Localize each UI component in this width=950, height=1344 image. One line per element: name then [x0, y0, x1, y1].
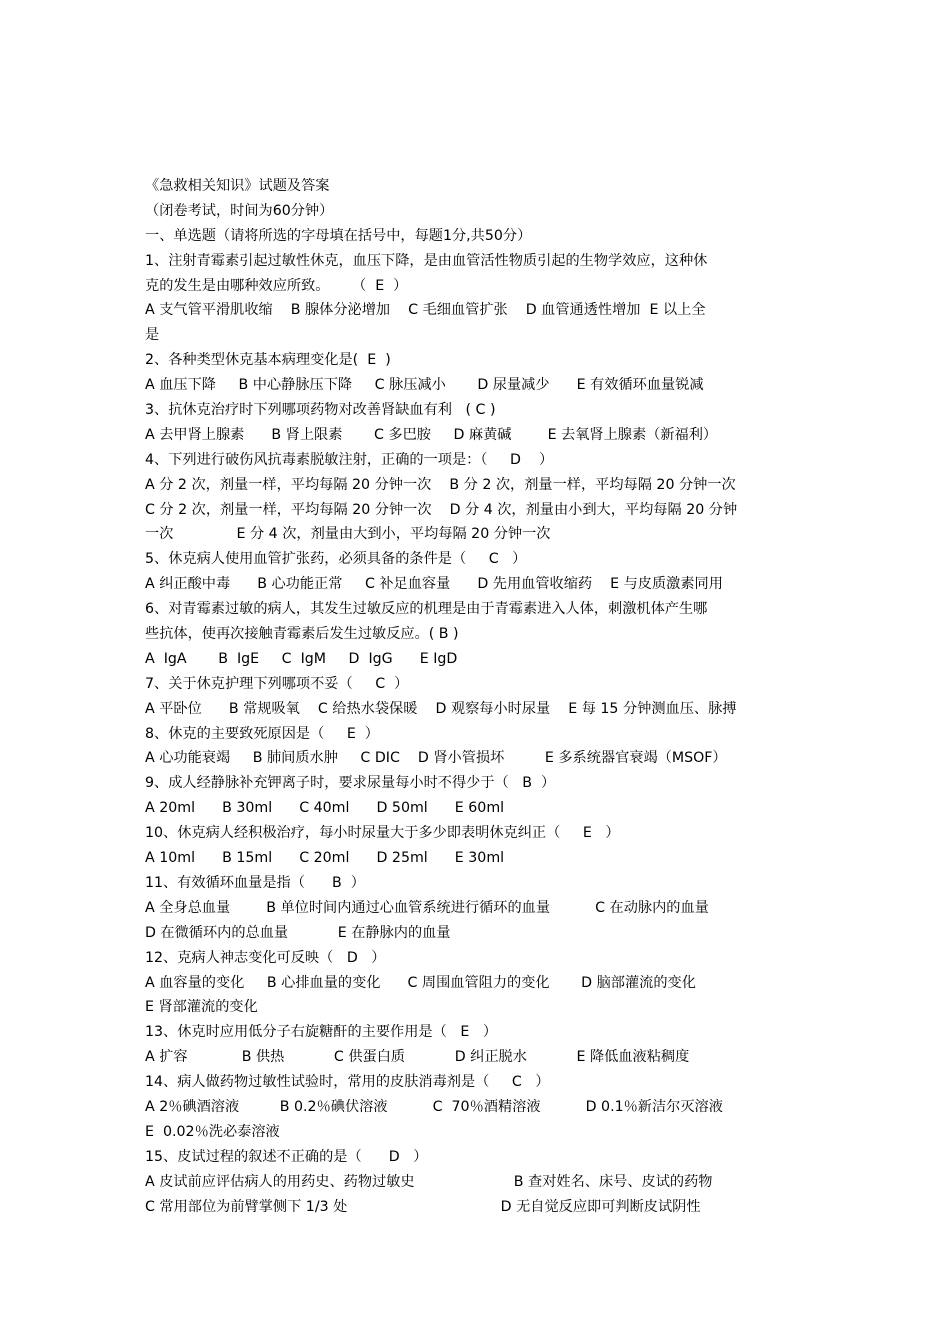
document-title: 《急救相关知识》试题及答案 [145, 178, 330, 194]
text-line: 13、休克时应用低分子右旋糖酐的主要作用是（ E ） [145, 1024, 498, 1041]
text-line: A 扩容 B 供热 C 供蛋白质 D 纠正脱水 E 降低血液粘稠度 [145, 1049, 690, 1066]
text-line: A 2％碘酒溶液 B 0.2％碘伏溶液 C 70％酒精溶液 D 0.1％新洁尔灭溶液 [145, 1098, 723, 1115]
text-line: 14、病人做药物过敏性试验时，常用的皮肤消毒剂是（ C ） [145, 1074, 550, 1091]
text-line: A 20ml B 30ml C 40ml D 50ml E 60ml [145, 800, 505, 817]
text-line: 12、克病人神志变化可反映（ D ） [145, 949, 386, 966]
section-heading: 一、单选题（请将所选的字母填在括号中，每题1分,共50分） [145, 227, 532, 244]
text-line: A 血压下降 B 中心静脉压下降 C 脉压减小 D 尿量减少 E 有效循环血量锐减 [145, 377, 704, 394]
text-line: 克的发生是由哪种效应所致。 （ E ） [145, 277, 408, 294]
question-list [145, 249, 815, 1220]
text-line: 1、注射青霉素引起过敏性休克，血压下降，是由血管活性物质引起的生物学效应，这种休 [145, 252, 708, 269]
text-line: A 去甲肾上腺素 B 肾上限素 C 多巴胺 D 麻黄碱 E 去氧肾上腺素（新福利） [145, 426, 718, 443]
text-line: 9、成人经静脉补充钾离子时，要求尿量每小时不得少于（ B ） [145, 775, 556, 792]
document-subtitle: （闭卷考试，时间为60分钟） [145, 202, 334, 219]
text-line: 些抗体，使再次接触青霉素后发生过敏反应。( B ) [145, 626, 459, 643]
text-line: 一次 E 分 4 次，剂量由大到小，平均每隔 20 分钟一次 [145, 526, 551, 543]
text-line: 4、下列进行破伤风抗毒素脱敏注射，正确的一项是：（ D ） [145, 451, 554, 468]
text-line: 8、休克的主要致死原因是（ E ） [145, 725, 379, 742]
document-body [145, 174, 815, 1219]
text-line: A 分 2 次，剂量一样，平均每隔 20 分钟一次 B 分 2 次，剂量一样，平均每隔 20 分钟一次 [145, 476, 736, 493]
text-line: C 常用部位为前臂掌侧下 1/3 处 D 无自觉反应即可判断皮试阴性 [145, 1198, 701, 1215]
text-line: A 平卧位 B 常规吸氧 C 给热水袋保暖 D 观察每小时尿量 E 每 15 分钟测血压、脉搏 [145, 700, 737, 717]
text-line: A 10ml B 15ml C 20ml D 25ml E 30ml [145, 850, 505, 867]
text-line: 7、关于休克护理下列哪项不妥（ C ） [145, 675, 409, 692]
text-line: 3、抗休克治疗时下列哪项药物对改善肾缺血有利 ( C ) [145, 402, 496, 419]
text-line: A 皮试前应评估病人的用药史、药物过敏史 B 查对姓名、床号、皮试的药物 [145, 1173, 713, 1190]
text-line: A 血容量的变化 B 心排血量的变化 C 周围血管阻力的变化 D 脑部灌流的变化 [145, 974, 696, 991]
text-line: 2、各种类型休克基本病理变化是( E ) [145, 352, 391, 369]
text-line: A 支气管平滑肌收缩 B 腺体分泌增加 C 毛细血管扩张 D 血管通透性增加 E 以上全 [145, 302, 706, 319]
text-line: C 分 2 次，剂量一样，平均每隔 20 分钟一次 D 分 4 次，剂量由小到大，平均每隔 20 分钟 [145, 501, 738, 518]
text-line: A 纠正酸中毒 B 心功能正常 C 补足血容量 D 先用血管收缩药 E 与皮质激素同用 [145, 576, 723, 593]
text-line: 11、有效循环血量是指（ B ） [145, 874, 365, 891]
text-line: A 全身总血量 B 单位时间内通过心血管系统进行循环的血量 C 在动脉内的血量 [145, 899, 709, 916]
text-line: 10、休克病人经积极治疗，每小时尿量大于多少即表明休克纠正（ E ） [145, 825, 620, 842]
text-line: E 肾部灌流的变化 [145, 999, 258, 1016]
text-line: 是 [145, 327, 160, 344]
text-line: D 在微循环内的总血量 E 在静脉内的血量 [145, 924, 451, 941]
text-line: 5、休克病人使用血管扩张药，必须具备的条件是（ C ） [145, 551, 527, 568]
text-line: 15、皮试过程的叙述不正确的是（ D ） [145, 1148, 428, 1165]
text-line: A IgA B IgE C IgM D IgG E IgD [145, 650, 458, 667]
text-line: E 0.02％洗必泰溶液 [145, 1123, 280, 1140]
text-line: 6、对青霉素过敏的病人，其发生过敏反应的机理是由于青霉素进入人体，刺激机体产生哪 [145, 601, 708, 618]
text-line: A 心功能衰竭 B 肺间质水肿 C DIC D 肾小管损坏 E 多系统器官衰竭（MSOF） [145, 750, 727, 767]
